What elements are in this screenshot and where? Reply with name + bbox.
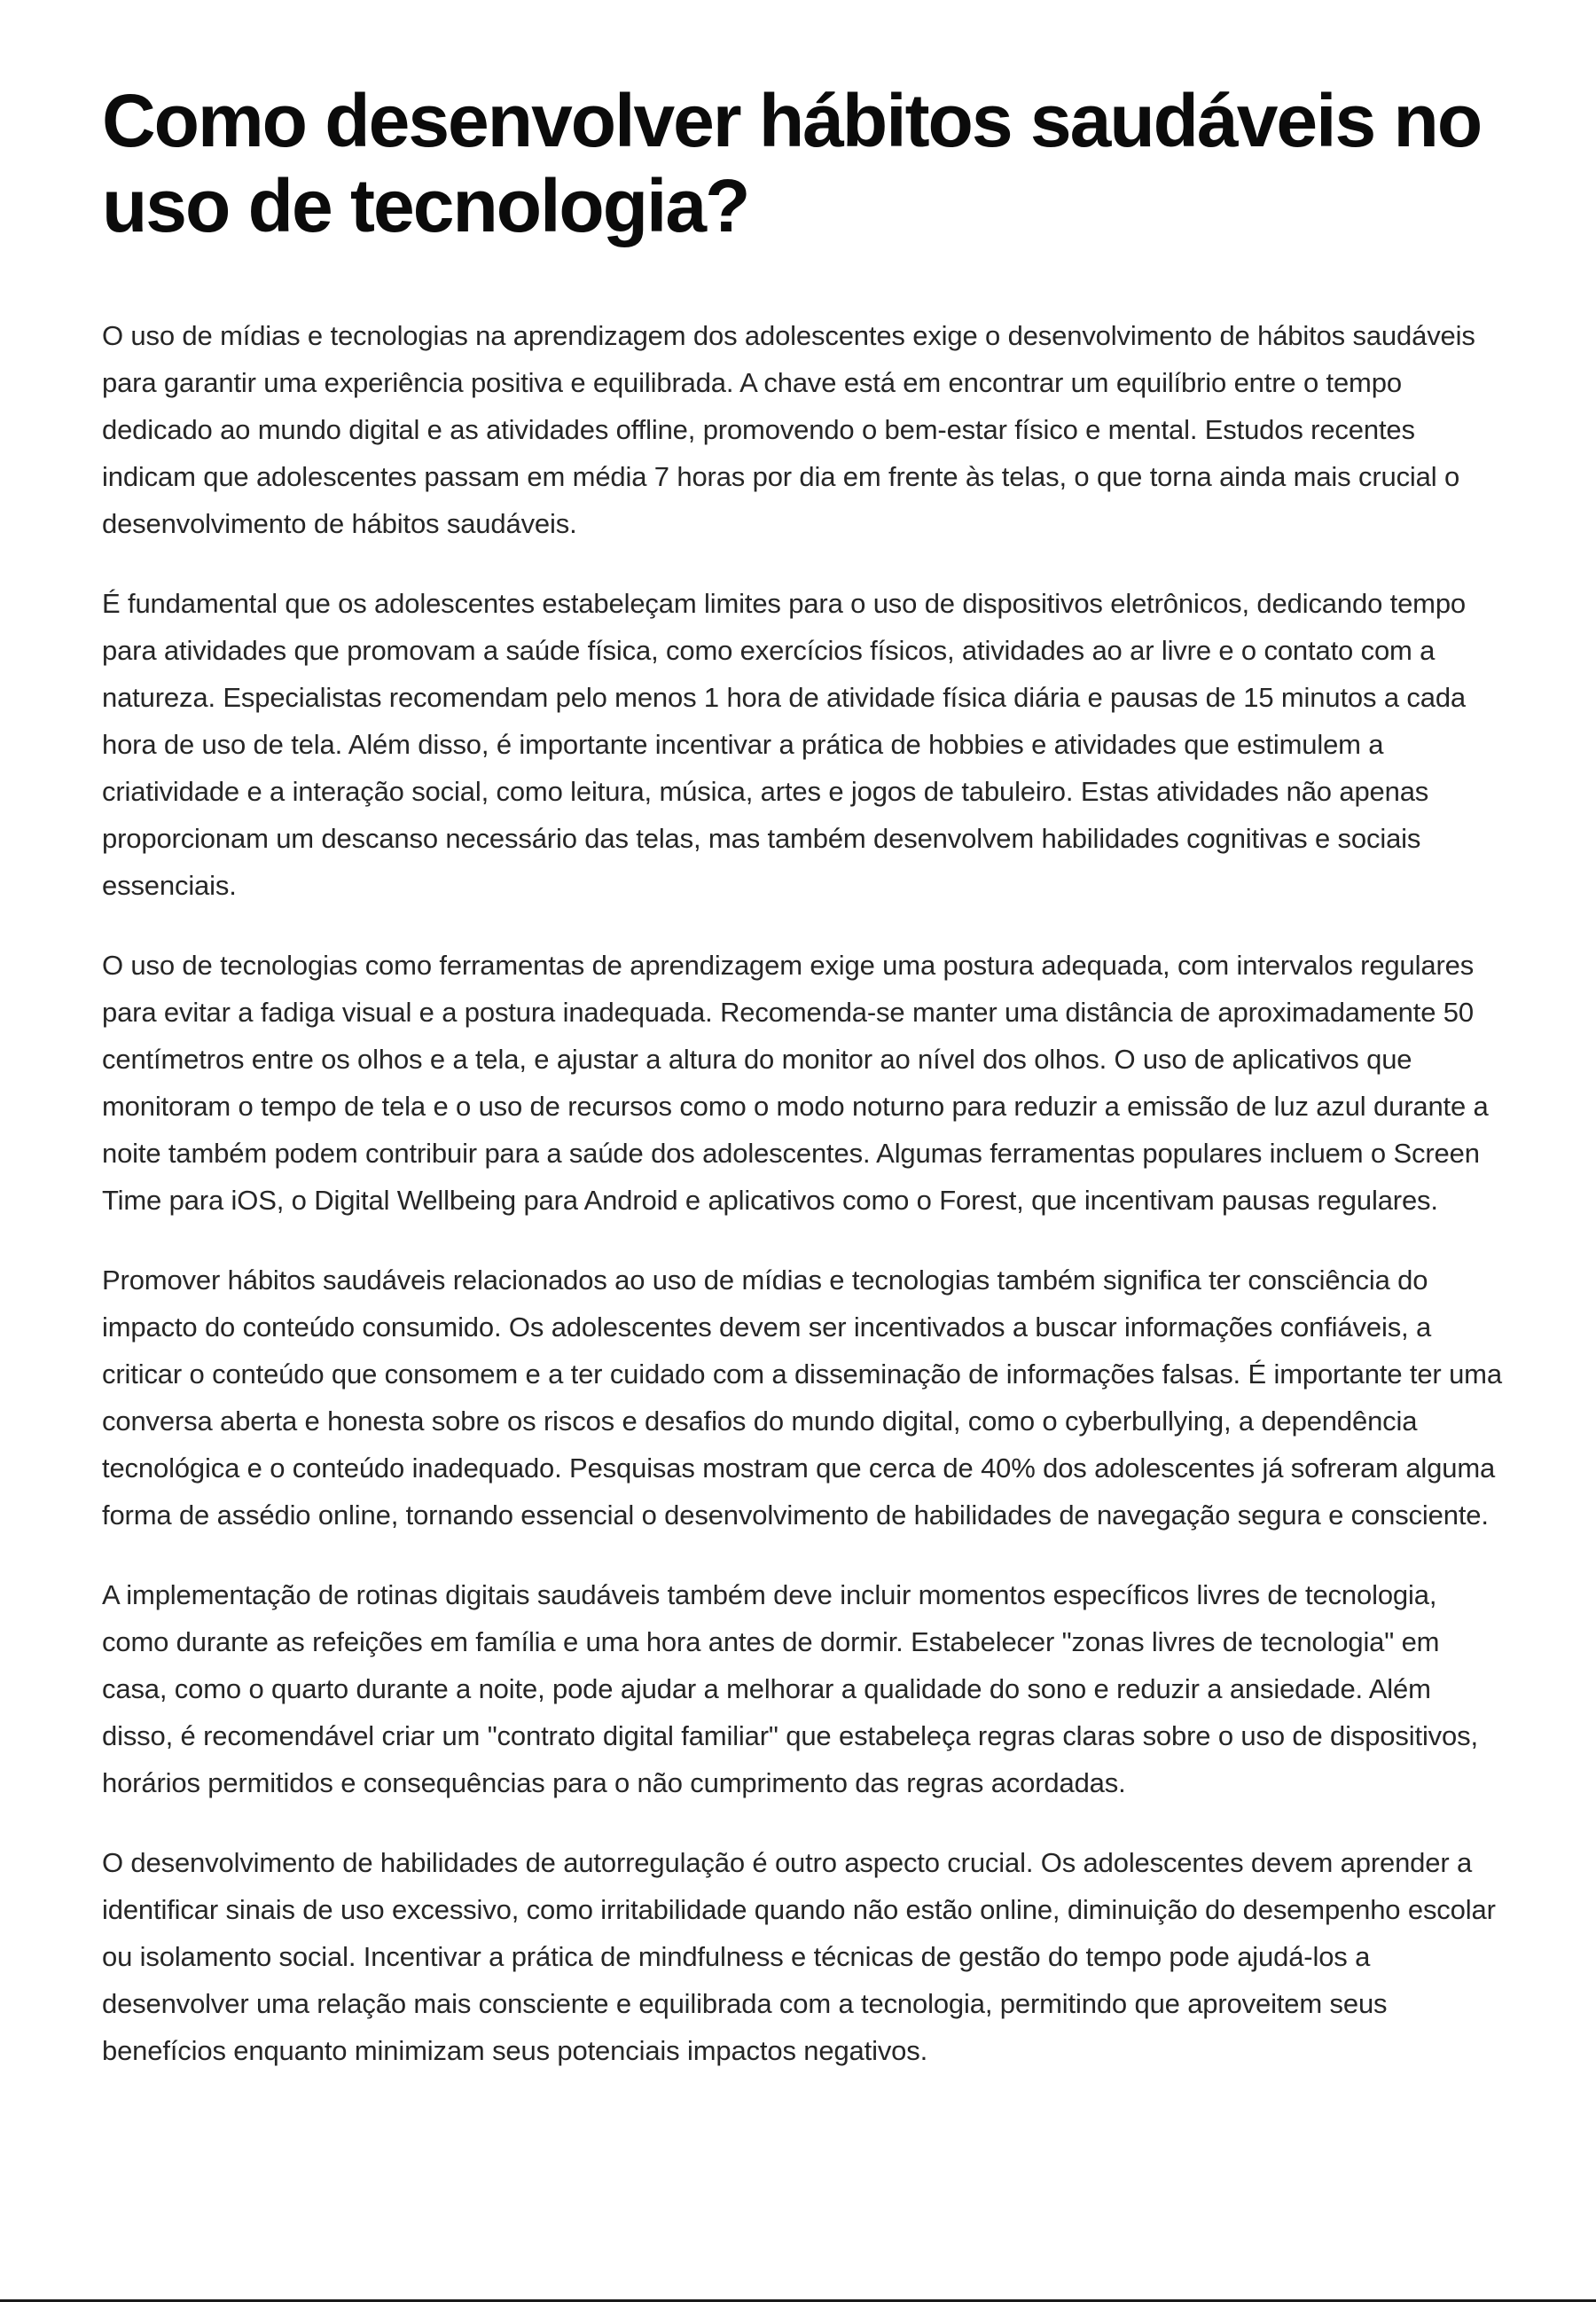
article-body <box>102 312 1503 2074</box>
page-title: Como desenvolver hábitos saudáveis no uso de tecnologia? <box>102 79 1482 247</box>
article-paragraph-6: O desenvolvimento de habilidades de autorregulação é outro aspecto crucial. Os adolescentes devem aprender a identificar sinais de uso excessivo, como irritabilidade quando não estão online, diminuição do desempenho escolar ou isolamento social. Incentivar a prática de mindfulness e técnicas de gestão do tempo pode ajudá-los a desenvolver uma relação mais consciente e equilibrada com a tecnologia, permitindo que aproveitem seus benefícios enquanto minimizam seus potenciais impactos negativos. <box>102 1847 1496 2066</box>
article-paragraph-3: O uso de tecnologias como ferramentas de aprendizagem exige uma postura adequada, com intervalos regulares para evitar a fadiga visual e a postura inadequada. Recomenda-se manter uma distância de aproximadamente 50 centímetros entre os olhos e a tela, e ajustar a altura do monitor ao nível dos olhos. O uso de aplicativos que monitoram o tempo de tela e o uso de recursos como o modo noturno para reduzir a emissão de luz azul durante a noite também podem contribuir para a saúde dos adolescentes. Algumas ferramentas populares incluem o Screen Time para iOS, o Digital Wellbeing para Android e aplicativos como o Forest, que incentivam pausas regulares. <box>102 950 1489 1216</box>
article-paragraph-5: A implementação de rotinas digitais saudáveis também deve incluir momentos específicos livres de tecnologia, como durante as refeições em família e uma hora antes de dormir. Estabelecer "zonas livres de tecnologia" em casa, como o quarto durante a noite, pode ajudar a melhorar a qualidade do sono e reduzir a ansiedade. Além disso, é recomendável criar um "contrato digital familiar" que estabeleça regras claras sobre o uso de dispositivos, horários permitidos e consequências para o não cumprimento das regras acordadas. <box>102 1579 1478 1798</box>
article <box>102 78 1503 2107</box>
article-paragraph-1: O uso de mídias e tecnologias na aprendizagem dos adolescentes exige o desenvolvimento de hábitos saudáveis para garantir uma experiência positiva e equilibrada. A chave está em encontrar um equilíbrio entre o tempo dedicado ao mundo digital e as atividades offline, promovendo o bem-estar físico e mental. Estudos recentes indicam que adolescentes passam em média 7 horas por dia em frente às telas, o que torna ainda mais crucial o desenvolvimento de hábitos saudáveis. <box>102 320 1475 539</box>
article-paragraph-4: Promover hábitos saudáveis relacionados ao uso de mídias e tecnologias também significa ter consciência do impacto do conteúdo consumido. Os adolescentes devem ser incentivados a buscar informações confiáveis, a criticar o conteúdo que consomem e a ter cuidado com a disseminação de informações falsas. É importante ter uma conversa aberta e honesta sobre os riscos e desafios do mundo digital, como o cyberbullying, a dependência tecnológica e o conteúdo inadequado. Pesquisas mostram que cerca de 40% dos adolescentes já sofreram alguma forma de assédio online, tornando essencial o desenvolvimento de habilidades de navegação segura e consciente. <box>102 1265 1502 1531</box>
article-paragraph-2: É fundamental que os adolescentes estabeleçam limites para o uso de dispositivos eletrônicos, dedicando tempo para atividades que promovam a saúde física, como exercícios físicos, atividades ao ar livre e o contato com a natureza. Especialistas recomendam pelo menos 1 hora de atividade física diária e pausas de 15 minutos a cada hora de uso de tela. Além disso, é importante incentivar a prática de hobbies e atividades que estimulem a criatividade e a interação social, como leitura, música, artes e jogos de tabuleiro. Estas atividades não apenas proporcionam um descanso necessário das telas, mas também desenvolvem habilidades cognitivas e sociais essenciais. <box>102 588 1467 901</box>
